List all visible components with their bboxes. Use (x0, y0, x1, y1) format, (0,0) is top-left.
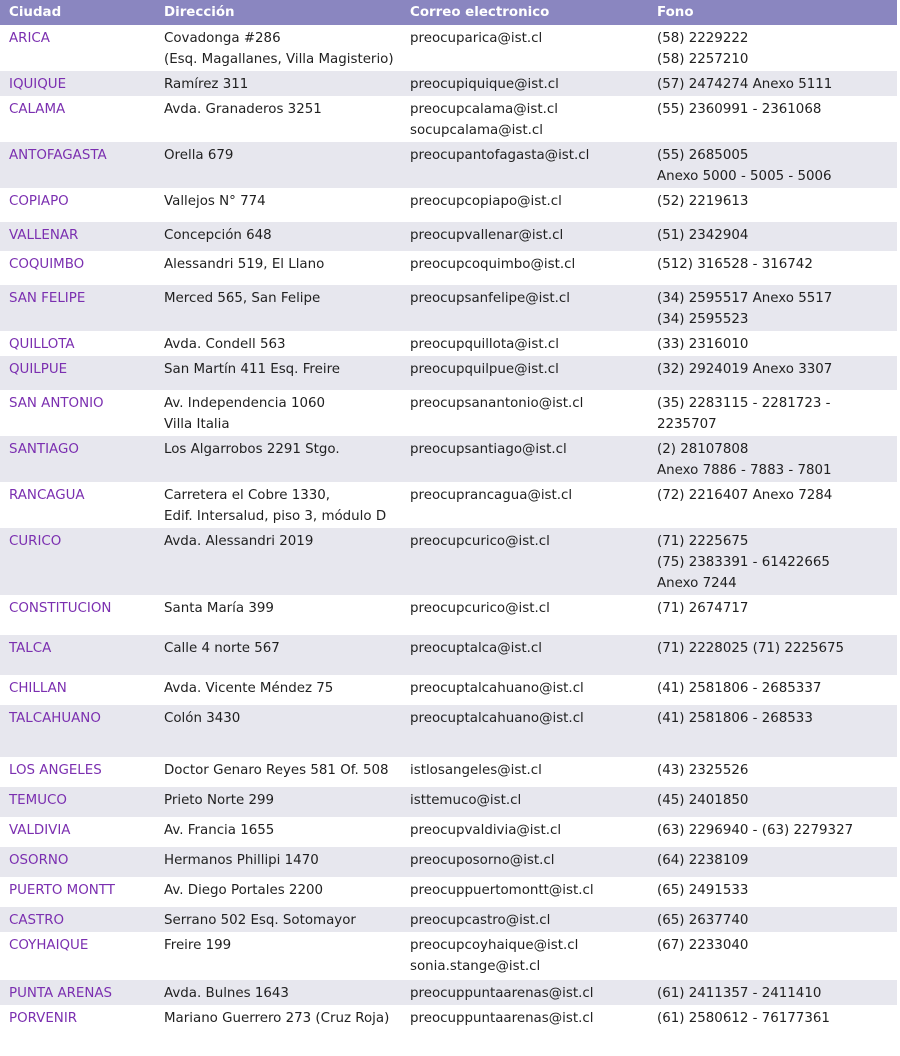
phone-line: (58) 2257210 (657, 52, 749, 67)
phone-line: (72) 2216407 Anexo 7284 (657, 488, 833, 503)
table-row (0, 331, 897, 356)
phone-line: (65) 2491533 (657, 883, 749, 898)
email-cell (410, 436, 657, 460)
city-cell: QUILPUE (9, 362, 68, 377)
city-cell: TALCA (9, 641, 52, 656)
phone-line: 2235707 (657, 417, 717, 432)
phone-line: (71) 2674717 (657, 601, 749, 616)
phone-line: (75) 2383391 - 61422665 (657, 555, 830, 570)
email-line: preocupcalama@ist.cl (410, 102, 558, 117)
address-line: Calle 4 norte 567 (164, 641, 280, 656)
email-cell (410, 705, 657, 729)
address-line: Avda. Vicente Méndez 75 (164, 681, 334, 696)
address-line: Los Algarrobos 2291 Stgo. (164, 442, 340, 457)
address-cell (164, 528, 410, 552)
address-cell (164, 787, 410, 811)
phone-line: Anexo 5000 - 5005 - 5006 (657, 169, 832, 184)
email-line: preocupquilpue@ist.cl (410, 362, 559, 377)
phone-cell (657, 331, 897, 355)
city-cell: COYHAIQUE (9, 938, 89, 953)
address-line: Colón 3430 (164, 711, 241, 726)
email-line: preocupcoyhaique@ist.cl (410, 938, 579, 953)
email-line: preocupvallenar@ist.cl (410, 228, 564, 243)
table-row (0, 705, 897, 757)
city-cell: SAN ANTONIO (9, 396, 104, 411)
header-correo: Correo electronico (410, 5, 550, 20)
address-cell (164, 757, 410, 781)
email-line: preocupvaldivia@ist.cl (410, 823, 562, 838)
phone-line: (67) 2233040 (657, 938, 749, 953)
table-row (0, 356, 897, 390)
address-line: Alessandri 519, El Llano (164, 257, 325, 272)
table-row (0, 188, 897, 222)
phone-cell (657, 142, 897, 187)
phone-cell (657, 251, 897, 275)
email-cell (410, 675, 657, 699)
email-line: socupcalama@ist.cl (410, 123, 543, 138)
address-line: Villa Italia (164, 417, 230, 432)
address-line: Carretera el Cobre 1330, (164, 488, 331, 503)
email-line: preocuppuntaarenas@ist.cl (410, 986, 594, 1001)
address-cell (164, 436, 410, 460)
address-line: Av. Francia 1655 (164, 823, 275, 838)
address-cell (164, 907, 410, 931)
address-line: Avda. Bulnes 1643 (164, 986, 289, 1001)
phone-line: (61) 2411357 - 2411410 (657, 986, 822, 1001)
table-row (0, 787, 897, 817)
email-line: preocuptalcahuano@ist.cl (410, 681, 584, 696)
address-line: Freire 199 (164, 938, 232, 953)
table-row (0, 675, 897, 705)
phone-line: Anexo 7244 (657, 576, 737, 591)
phone-line: (41) 2581806 - 268533 (657, 711, 813, 726)
email-cell (410, 817, 657, 841)
email-cell (410, 25, 657, 49)
email-cell (410, 787, 657, 811)
city-cell: COQUIMBO (9, 257, 85, 272)
phone-cell (657, 390, 897, 435)
email-cell (410, 528, 657, 552)
address-cell (164, 877, 410, 901)
address-cell (164, 817, 410, 841)
email-line: preocupcurico@ist.cl (410, 534, 550, 549)
city-cell: ARICA (9, 31, 50, 46)
address-cell (164, 285, 410, 309)
email-line: istlosangeles@ist.cl (410, 763, 542, 778)
email-cell (410, 390, 657, 414)
address-cell (164, 932, 410, 956)
city-cell: CURICO (9, 534, 62, 549)
phone-cell (657, 285, 897, 330)
table-row (0, 285, 897, 331)
address-line: Vallejos N° 774 (164, 194, 266, 209)
phone-line: (71) 2228025 (71) 2225675 (657, 641, 845, 656)
table-row (0, 251, 897, 285)
phone-cell (657, 675, 897, 699)
phone-line: (2) 28107808 (657, 442, 749, 457)
email-line: preocuparica@ist.cl (410, 31, 543, 46)
email-cell (410, 71, 657, 95)
phone-cell (657, 817, 897, 841)
table-header (0, 0, 897, 25)
city-cell: LOS ANGELES (9, 763, 102, 778)
table-row (0, 757, 897, 787)
city-cell: CALAMA (9, 102, 66, 117)
phone-cell (657, 787, 897, 811)
address-line: Santa María 399 (164, 601, 274, 616)
phone-line: (43) 2325526 (657, 763, 749, 778)
phone-cell (657, 25, 897, 70)
address-cell (164, 25, 410, 70)
phone-cell (657, 932, 897, 956)
address-line: Hermanos Phillipi 1470 (164, 853, 319, 868)
email-cell (410, 980, 657, 1004)
table-row (0, 847, 897, 877)
phone-line: (63) 2296940 - (63) 2279327 (657, 823, 854, 838)
table-row (0, 25, 897, 71)
table-row (0, 71, 897, 96)
address-line: Mariano Guerrero 273 (Cruz Roja) (164, 1011, 390, 1026)
phone-cell (657, 907, 897, 931)
email-line: preocupcopiapo@ist.cl (410, 194, 562, 209)
address-cell (164, 142, 410, 166)
city-cell: CASTRO (9, 913, 65, 928)
email-line: preocuppuntaarenas@ist.cl (410, 1011, 594, 1026)
email-cell (410, 251, 657, 275)
address-cell (164, 1005, 410, 1029)
table-row (0, 142, 897, 188)
address-line: Avda. Condell 563 (164, 337, 286, 352)
address-cell (164, 482, 410, 527)
email-cell (410, 96, 657, 141)
city-cell: SAN FELIPE (9, 291, 86, 306)
city-cell: CONSTITUCION (9, 601, 112, 616)
email-cell (410, 142, 657, 166)
table-row (0, 595, 897, 635)
city-cell: IQUIQUE (9, 77, 67, 92)
table-row (0, 482, 897, 528)
phone-line: (55) 2685005 (657, 148, 749, 163)
address-line: Prieto Norte 299 (164, 793, 275, 808)
phone-line: (58) 2229222 (657, 31, 749, 46)
phone-cell (657, 356, 897, 380)
phone-cell (657, 222, 897, 246)
email-line: preocupsanantonio@ist.cl (410, 396, 584, 411)
email-cell (410, 907, 657, 931)
email-line: preocupcurico@ist.cl (410, 601, 550, 616)
city-cell: OSORNO (9, 853, 69, 868)
address-cell (164, 96, 410, 120)
phone-line: (41) 2581806 - 2685337 (657, 681, 822, 696)
address-line: Avda. Alessandri 2019 (164, 534, 314, 549)
email-cell (410, 482, 657, 506)
phone-line: (57) 2474274 Anexo 5111 (657, 77, 833, 92)
email-line: preocuprancagua@ist.cl (410, 488, 573, 503)
table-row (0, 222, 897, 251)
address-line: Merced 565, San Felipe (164, 291, 321, 306)
table-row (0, 528, 897, 595)
phone-cell (657, 757, 897, 781)
email-line: preocupantofagasta@ist.cl (410, 148, 590, 163)
email-cell (410, 1005, 657, 1029)
city-cell: ANTOFAGASTA (9, 148, 107, 163)
phone-line: (32) 2924019 Anexo 3307 (657, 362, 833, 377)
header-direccion: Dirección (164, 5, 235, 20)
email-cell (410, 188, 657, 212)
address-line: (Esq. Magallanes, Villa Magisterio) (164, 52, 394, 67)
email-cell (410, 877, 657, 901)
email-line: preocuptalcahuano@ist.cl (410, 711, 584, 726)
email-line: preocuposorno@ist.cl (410, 853, 555, 868)
phone-line: (55) 2360991 - 2361068 (657, 102, 822, 117)
phone-cell (657, 1005, 897, 1029)
email-cell (410, 847, 657, 871)
header-fono: Fono (657, 5, 694, 20)
table-row (0, 932, 897, 980)
city-cell: QUILLOTA (9, 337, 75, 352)
phone-cell (657, 705, 897, 729)
email-line: sonia.stange@ist.cl (410, 959, 541, 974)
email-cell (410, 356, 657, 380)
email-cell (410, 331, 657, 355)
email-cell (410, 757, 657, 781)
phone-line: (35) 2283115 - 2281723 - (657, 396, 831, 411)
phone-cell (657, 847, 897, 871)
table-row (0, 390, 897, 436)
table-row (0, 980, 897, 1005)
email-line: preocupcoquimbo@ist.cl (410, 257, 576, 272)
address-cell (164, 222, 410, 246)
address-line: Concepción 648 (164, 228, 272, 243)
address-cell (164, 331, 410, 355)
email-line: preocupcastro@ist.cl (410, 913, 551, 928)
address-line: San Martín 411 Esq. Freire (164, 362, 341, 377)
table-row (0, 436, 897, 482)
address-cell (164, 635, 410, 659)
email-line: preocuptalca@ist.cl (410, 641, 542, 656)
city-cell: PUERTO MONTT (9, 883, 115, 898)
table-row (0, 817, 897, 847)
address-line: Av. Independencia 1060 (164, 396, 326, 411)
table-row (0, 907, 897, 932)
address-cell (164, 595, 410, 619)
email-line: preocuppuertomontt@ist.cl (410, 883, 594, 898)
address-cell (164, 675, 410, 699)
address-line: Serrano 502 Esq. Sotomayor (164, 913, 356, 928)
city-cell: RANCAGUA (9, 488, 85, 503)
table-row (0, 96, 897, 142)
phone-cell (657, 71, 897, 95)
address-cell (164, 980, 410, 1004)
phone-cell (657, 528, 897, 594)
phone-cell (657, 436, 897, 481)
address-line: Edif. Intersalud, piso 3, módulo D (164, 509, 387, 524)
email-line: isttemuco@ist.cl (410, 793, 522, 808)
phone-cell (657, 877, 897, 901)
city-cell: COPIAPO (9, 194, 69, 209)
city-cell: CHILLAN (9, 681, 67, 696)
address-cell (164, 847, 410, 871)
phone-line: (65) 2637740 (657, 913, 749, 928)
address-line: Orella 679 (164, 148, 234, 163)
email-line: preocupsantiago@ist.cl (410, 442, 567, 457)
email-line: preocupsanfelipe@ist.cl (410, 291, 570, 306)
phone-line: (51) 2342904 (657, 228, 749, 243)
phone-cell (657, 980, 897, 1004)
email-line: preocupiquique@ist.cl (410, 77, 559, 92)
address-line: Av. Diego Portales 2200 (164, 883, 324, 898)
phone-line: (512) 316528 - 316742 (657, 257, 813, 272)
address-line: Ramírez 311 (164, 77, 249, 92)
phone-cell (657, 482, 897, 506)
phone-cell (657, 188, 897, 212)
address-line: Avda. Granaderos 3251 (164, 102, 322, 117)
city-cell: SANTIAGO (9, 442, 79, 457)
phone-cell (657, 595, 897, 619)
table-row (0, 877, 897, 907)
phone-cell (657, 96, 897, 120)
header-ciudad: Ciudad (9, 5, 62, 20)
city-cell: TEMUCO (9, 793, 67, 808)
address-line: Doctor Genaro Reyes 581 Of. 508 (164, 763, 389, 778)
table-body (0, 25, 897, 1035)
address-cell (164, 71, 410, 95)
address-cell (164, 356, 410, 380)
email-cell (410, 932, 657, 977)
table-row (0, 1005, 897, 1035)
email-cell (410, 635, 657, 659)
phone-line: (34) 2595517 Anexo 5517 (657, 291, 833, 306)
phone-line: (45) 2401850 (657, 793, 749, 808)
address-cell (164, 188, 410, 212)
phone-line: (61) 2580612 - 76177361 (657, 1011, 830, 1026)
city-cell: PORVENIR (9, 1011, 78, 1026)
city-cell: PUNTA ARENAS (9, 986, 113, 1001)
phone-line: (34) 2595523 (657, 312, 749, 327)
address-cell (164, 705, 410, 729)
email-line: preocupquillota@ist.cl (410, 337, 559, 352)
address-cell (164, 251, 410, 275)
phone-line: (33) 2316010 (657, 337, 749, 352)
city-cell: VALLENAR (9, 228, 79, 243)
city-cell: TALCAHUANO (9, 711, 101, 726)
phone-line: Anexo 7886 - 7883 - 7801 (657, 463, 832, 478)
city-cell: VALDIVIA (9, 823, 71, 838)
email-cell (410, 222, 657, 246)
address-line: Covadonga #286 (164, 31, 281, 46)
address-cell (164, 390, 410, 435)
phone-cell (657, 635, 897, 659)
phone-line: (71) 2225675 (657, 534, 749, 549)
phone-line: (64) 2238109 (657, 853, 749, 868)
phone-line: (52) 2219613 (657, 194, 749, 209)
email-cell (410, 285, 657, 309)
table-row (0, 635, 897, 675)
email-cell (410, 595, 657, 619)
